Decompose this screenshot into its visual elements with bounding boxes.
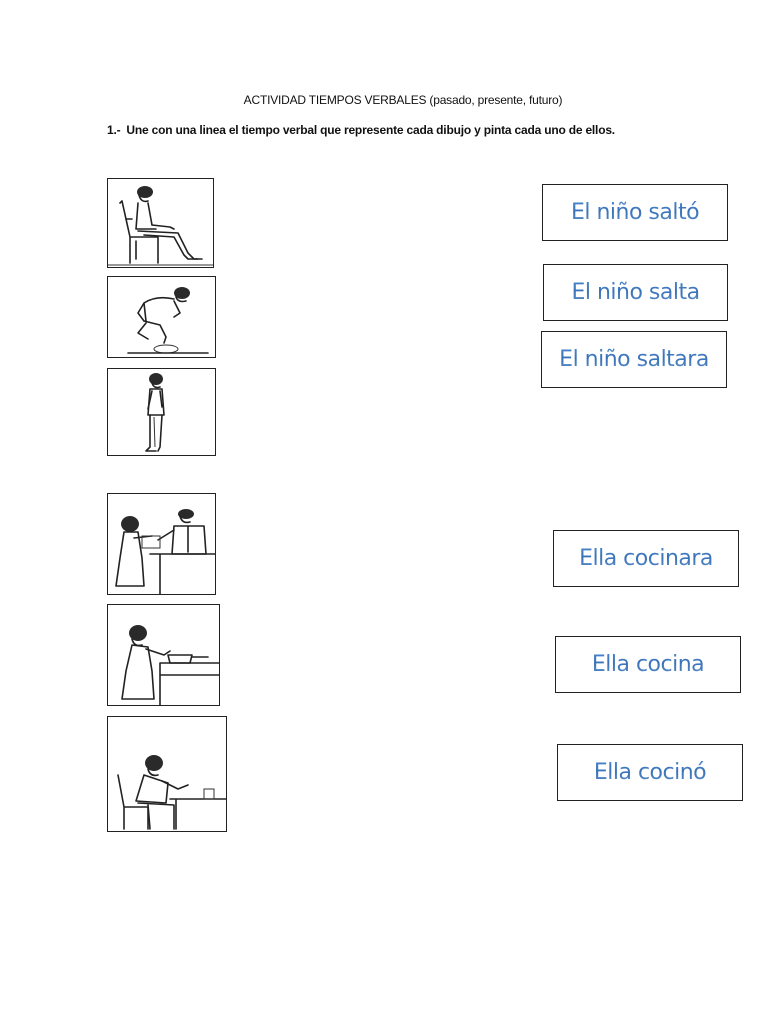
label-present-girl xyxy=(555,636,741,693)
label-future-boy xyxy=(541,331,727,388)
woman-shopping-icon xyxy=(107,493,216,595)
instruction-text: Une con una linea el tiempo verbal que represente cada dibujo y pinta cada uno de ellos. xyxy=(126,123,615,137)
label-text: Ella cocina xyxy=(591,652,705,677)
label-text: El niño saltó xyxy=(570,200,700,225)
label-past-boy xyxy=(542,184,728,241)
label-text: El niño salta xyxy=(571,280,700,305)
label-text: El niño saltara xyxy=(559,347,709,372)
label-text: Ella cocinó xyxy=(593,760,707,785)
label-past-girl xyxy=(557,744,743,801)
boy-crouching-to-jump-icon xyxy=(107,276,216,358)
boy-standing-icon xyxy=(107,368,216,456)
instruction-number: 1.- xyxy=(107,123,121,137)
boy-sitting-icon xyxy=(107,178,214,268)
worksheet-title: ACTIVIDAD TIEMPOS VERBALES (pasado, presente, futuro) xyxy=(243,93,563,107)
instruction xyxy=(107,123,615,137)
label-future-girl xyxy=(553,530,739,587)
woman-cooking-icon xyxy=(107,604,220,706)
label-present-boy xyxy=(543,264,728,321)
label-text: Ella cocinara xyxy=(579,546,713,571)
woman-eating-icon xyxy=(107,716,227,832)
